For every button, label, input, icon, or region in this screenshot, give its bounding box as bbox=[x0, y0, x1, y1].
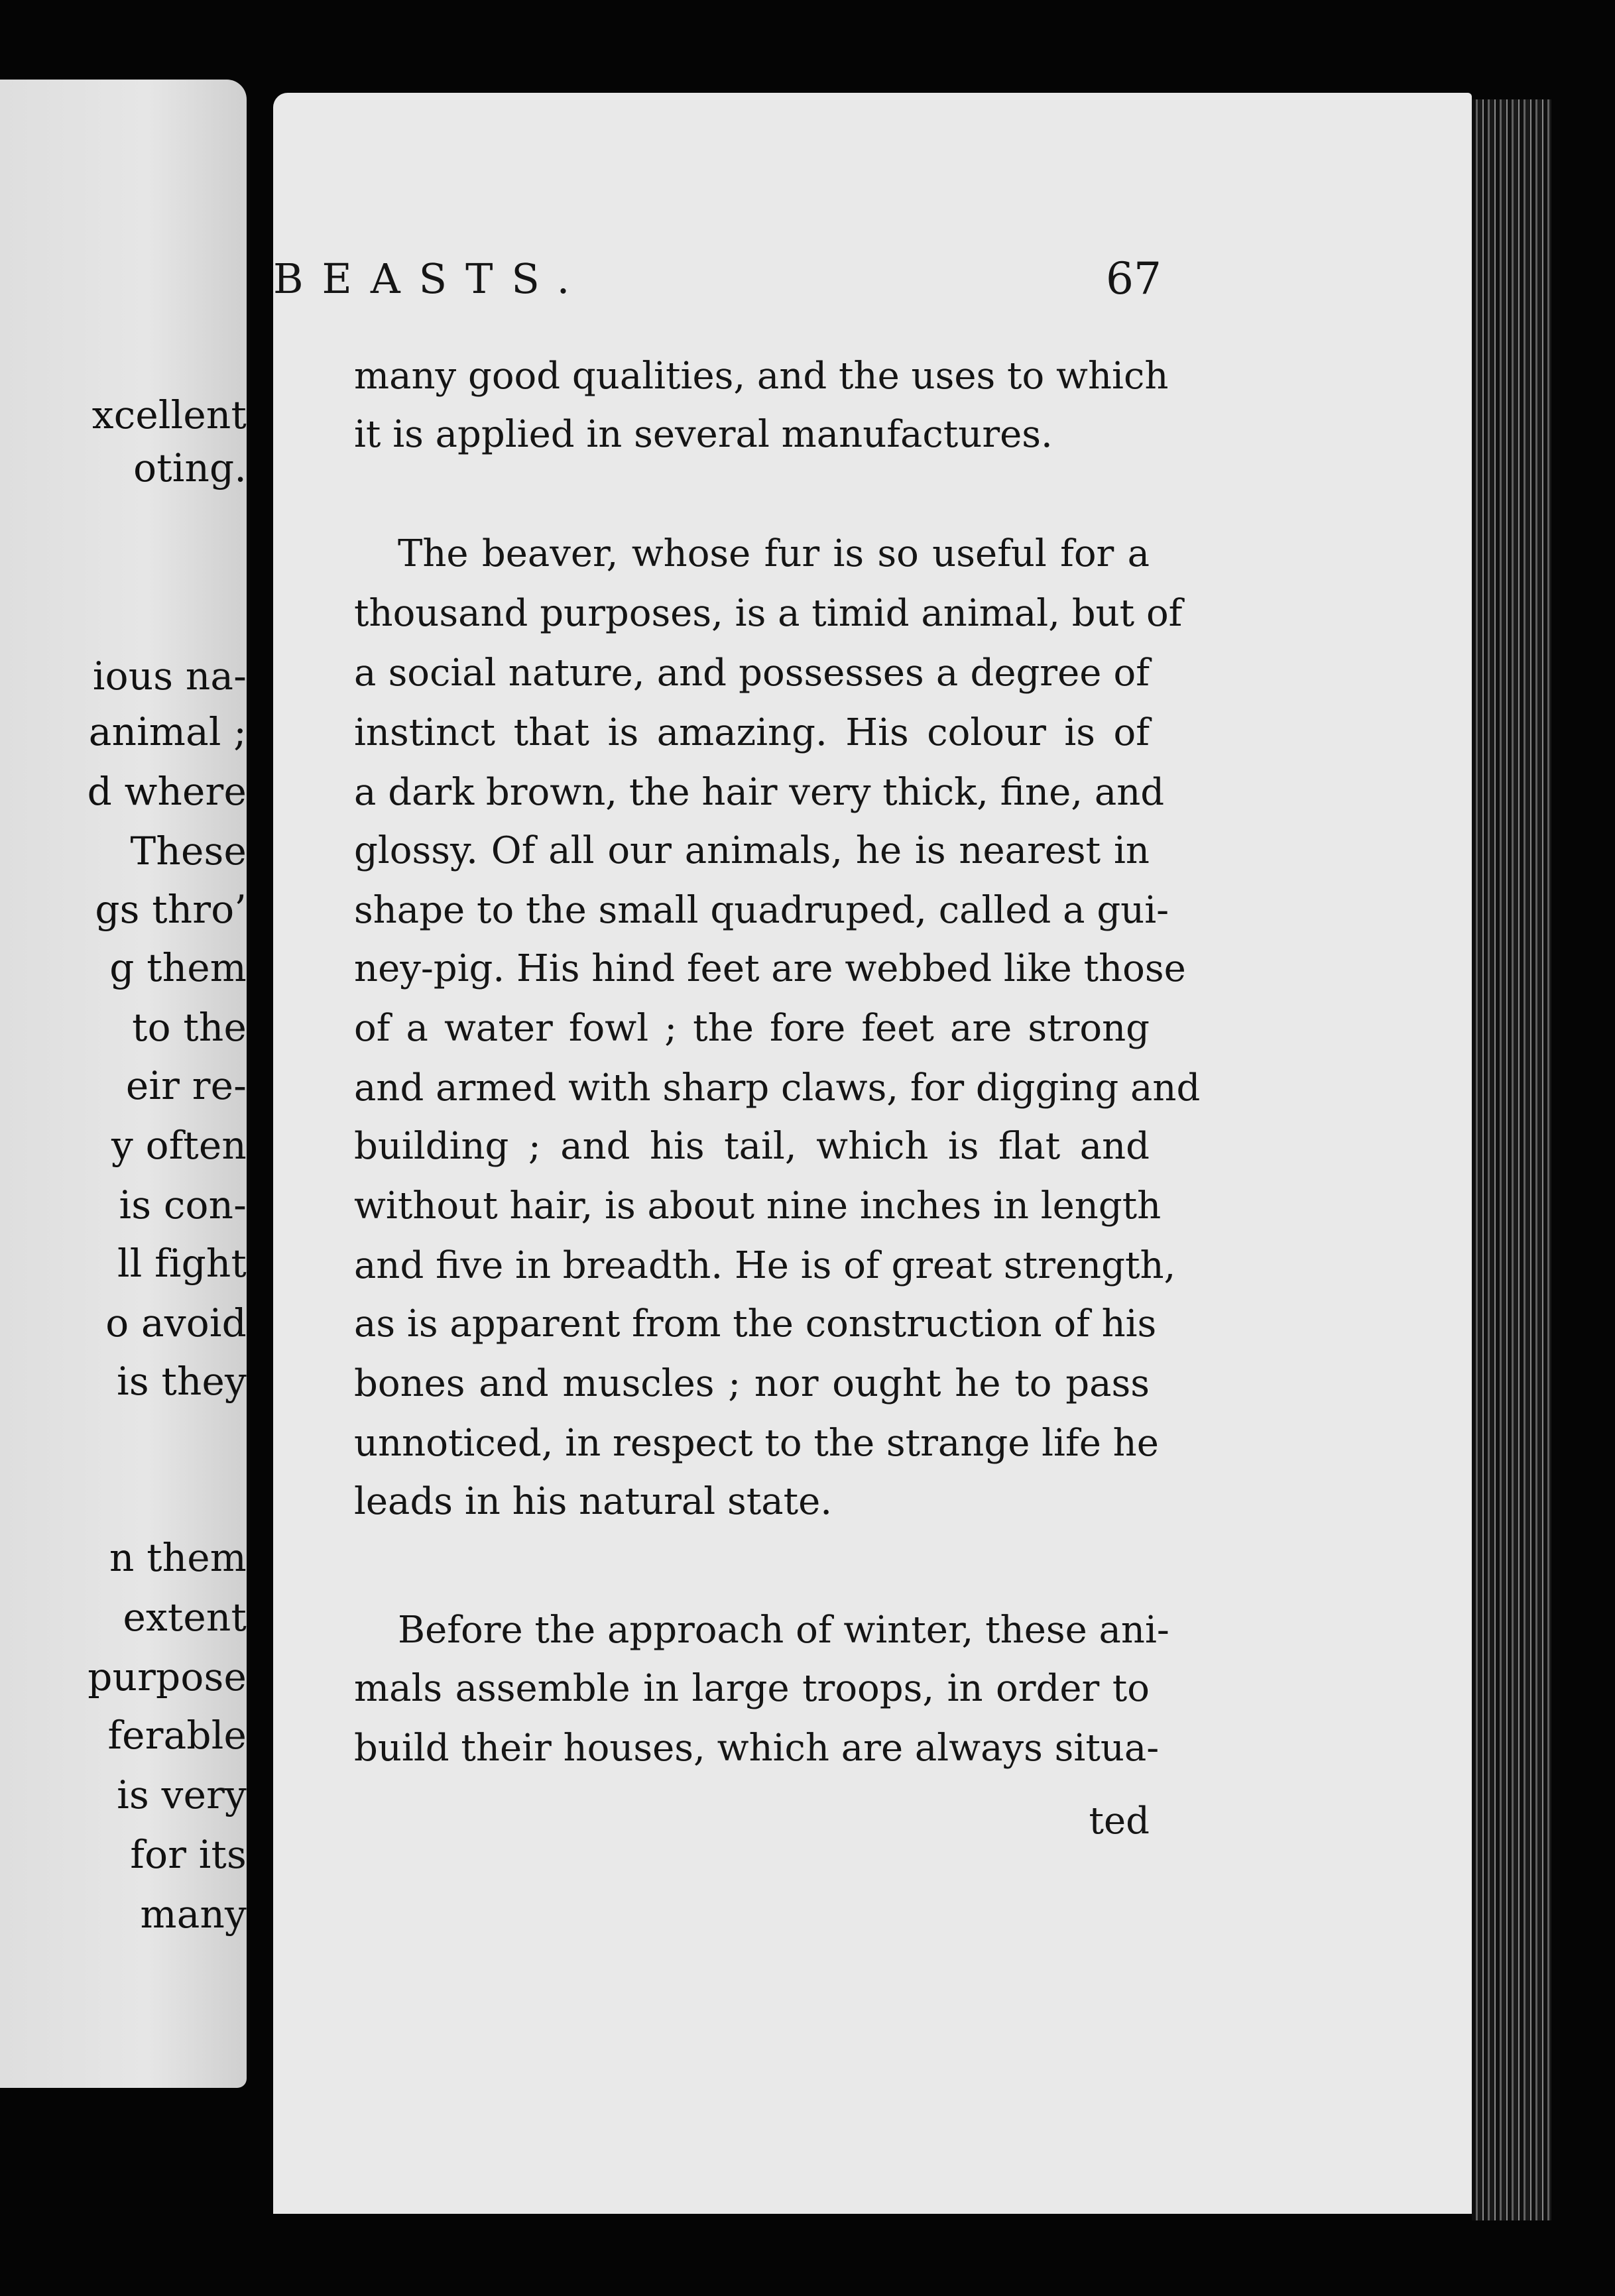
left-page-line: gs thro’ bbox=[95, 887, 247, 932]
left-page-line: ferable bbox=[107, 1713, 247, 1758]
left-page-line: o avoid bbox=[105, 1300, 247, 1346]
text-line: as is apparent from the construction of his bbox=[354, 1302, 1157, 1346]
text-line: many good qualities, and the uses to which bbox=[354, 355, 1169, 398]
text-line: and armed with sharp claws, for digging and bbox=[354, 1066, 1201, 1110]
text-line: unnoticed, in respect to the strange life he bbox=[354, 1422, 1159, 1465]
text-line: shape to the small quadruped, called a gui- bbox=[354, 889, 1169, 932]
text-line: leads in his natural state. bbox=[354, 1480, 833, 1523]
left-page-line: extent bbox=[123, 1595, 247, 1640]
text-line: a dark brown, the hair very thick, fine, and bbox=[354, 771, 1165, 814]
text-line: it is applied in several manufactures. bbox=[354, 413, 1053, 456]
text-line: glossy. Of all our animals, he is nearest in bbox=[354, 829, 1150, 872]
left-page-line: y often bbox=[111, 1123, 247, 1168]
text-line: Before the approach of winter, these ani- bbox=[398, 1609, 1169, 1652]
left-page-line: animal ; bbox=[88, 709, 247, 754]
left-page-line: xcellent bbox=[91, 392, 247, 437]
catchword: ted bbox=[1089, 1800, 1150, 1843]
text-line: build their houses, which are always situa- bbox=[354, 1727, 1160, 1770]
page-edge-shadow bbox=[1472, 99, 1551, 2220]
text-line: bones and muscles ; nor ought he to pass bbox=[354, 1362, 1150, 1405]
text-line: without hair, is about nine inches in length bbox=[354, 1184, 1162, 1228]
text-line: thousand purposes, is a timid animal, but of bbox=[354, 592, 1183, 635]
text-line: building ; and his tail, which is flat and bbox=[354, 1125, 1150, 1168]
left-page-line: ious na- bbox=[92, 654, 247, 699]
left-page-line: n them bbox=[109, 1535, 247, 1580]
left-page-line: is con- bbox=[119, 1182, 247, 1228]
text-line: ney-pig. His hind feet are webbed like those bbox=[354, 947, 1186, 990]
left-page-line: These bbox=[130, 829, 247, 874]
left-page-line: many bbox=[140, 1892, 247, 1937]
left-page-line: g them bbox=[109, 945, 247, 990]
left-page-line: to the bbox=[132, 1005, 247, 1050]
left-page-line: d where bbox=[87, 769, 247, 814]
page-number: 67 bbox=[1106, 253, 1162, 304]
text-line: mals assemble in large troops, in order to bbox=[354, 1667, 1150, 1710]
left-page-line: purpose bbox=[88, 1654, 247, 1699]
text-line: of a water fowl ; the fore feet are strong bbox=[354, 1007, 1150, 1050]
left-page-line: is very bbox=[117, 1772, 247, 1817]
text-line: a social nature, and possesses a degree of bbox=[354, 652, 1150, 695]
left-page-line: eir re- bbox=[125, 1063, 247, 1108]
left-page-line: oting. bbox=[133, 445, 247, 490]
left-page-line: for its bbox=[130, 1832, 247, 1877]
left-page-line: ll fight bbox=[117, 1241, 247, 1286]
text-line: The beaver, whose fur is so useful for a bbox=[398, 532, 1150, 575]
text-line: instinct that is amazing. His colour is of bbox=[354, 711, 1150, 754]
text-line: and five in breadth. He is of great strength, bbox=[354, 1244, 1176, 1287]
left-page-line: is they bbox=[117, 1359, 247, 1404]
left-page bbox=[0, 80, 247, 2088]
running-head: BEASTS. bbox=[273, 255, 589, 303]
